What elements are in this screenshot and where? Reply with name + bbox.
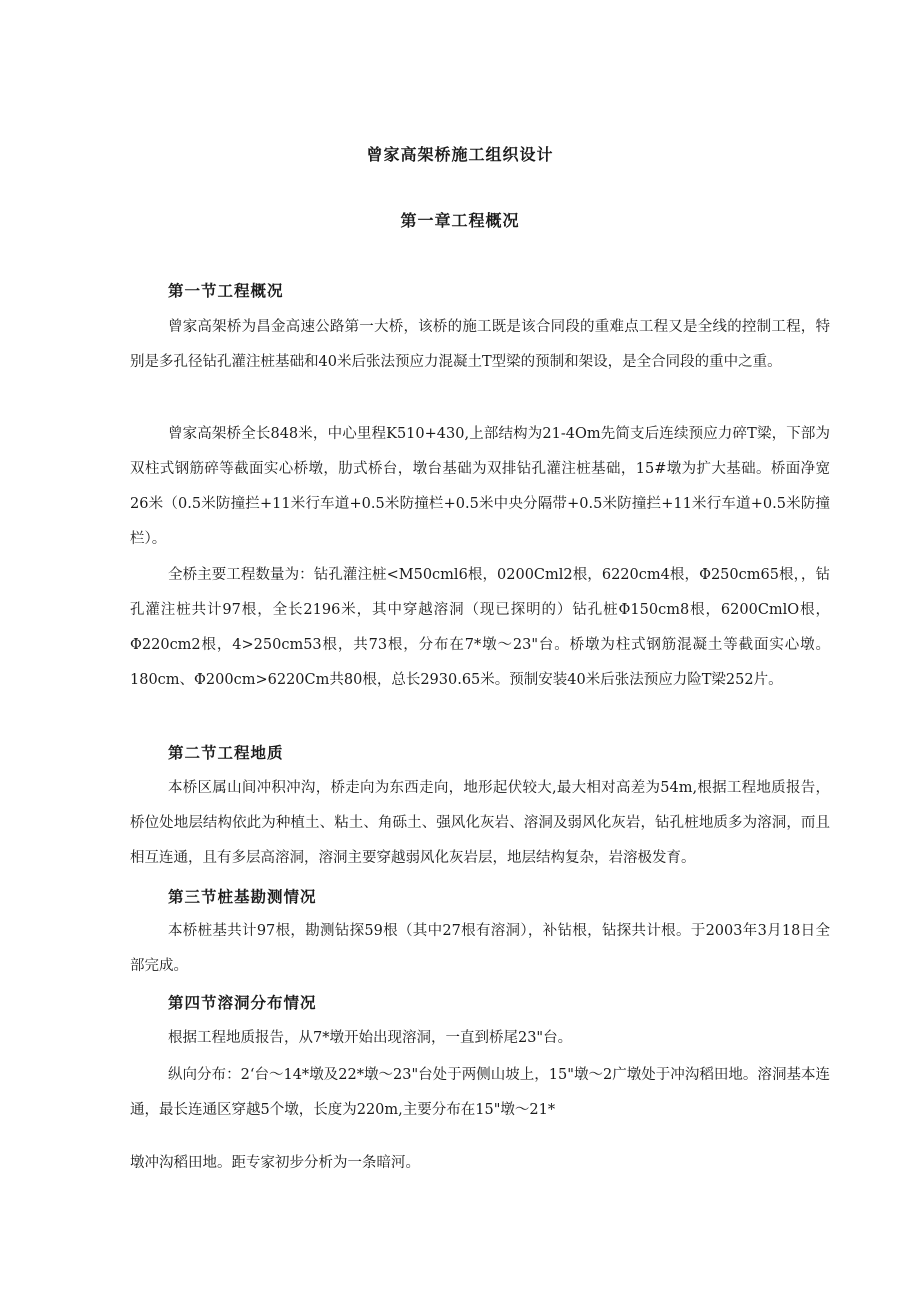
section-heading-2: 第二节工程地质 bbox=[168, 743, 284, 762]
section-4-paragraph-1: 根据工程地质报告，从7*墩开始出现溶洞，一直到桥尾23"台。 bbox=[168, 1030, 573, 1046]
section-4-paragraph-2: 纵向分布：2‘台～14*墩及22*墩～23"台处于两侧山坡上，15"墩～2广墩处于冲沟稻田地。溶洞基本连通，最长连通区穿越5个墩，长度为220m,主要分布在15"墩～21* bbox=[130, 1067, 830, 1118]
section-1-paragraph-2: 曾家高架桥全长848米，中心里程K510+430,上部结构为21-4Om先简支后连续预应力碎T梁，下部为双柱式钢筋碎等截面实心桥墩，肋式桥台，墩台基础为双排钻孔灌注桩基础，15#墩为扩大基础。桥面净宽26米（0.5米防撞拦+11米行车道+0.5米防撞栏+0.5米中央分隔带+0.5米防撞拦+11米行车道+0.5米防撞栏）。 bbox=[130, 426, 830, 547]
section-1-paragraph-1: 曾家高架桥为昌金高速公路第一大桥，该桥的施工既是该合同段的重难点工程又是全线的控制工程，特别是多孔径钻孔灌注桩基础和40米后张法预应力混凝土T型梁的预制和架设，是全合同段的重中之重。 bbox=[130, 319, 830, 370]
section-1-paragraph-3: 全桥主要工程数量为：钻孔灌注桩<M50cml6根，0200Cml2根，6220cm4根，Φ250cm65根，，钻孔灌注桩共计97根，全长2196米，其中穿越溶洞（现已探明的）钻孔桩Φ150cm8根，6200CmlO根，Φ220cm2根，4>250cm53根，共73根，分布在7*墩～23"台。桥墩为柱式钢筋混凝土等截面实心墩。180cm、Φ200cm>6220Cm共80根，总长2930.65米。预制安装40米后张法预应力险T梁252片。 bbox=[130, 567, 830, 688]
continuation-paragraph: 墩冲沟稻田地。距专家初步分析为一条暗河。 bbox=[130, 1155, 420, 1171]
chapter-title: 第一章工程概况 bbox=[400, 211, 520, 230]
section-2-paragraph-1: 本桥区属山间冲积冲沟，桥走向为东西走向，地形起伏较大,最大相对高差为54m,根据工程地质报告，桥位处地层结构依此为种植土、粘土、角砾土、强风化灰岩、溶洞及弱风化灰岩，钻孔桩地质多为溶洞，而且相互连通，且有多层高溶洞，溶洞主要穿越弱风化灰岩层，地层结构复杂，岩溶极发育。 bbox=[130, 780, 830, 866]
document-title: 曾家高架桥施工组织设计 bbox=[366, 145, 554, 164]
section-heading-4: 第四节溶洞分布情况 bbox=[168, 993, 317, 1012]
section-heading-1: 第一节工程概况 bbox=[168, 281, 284, 300]
section-3-paragraph-1: 本桥桩基共计97根，勘测钻探59根（其中27根有溶洞），补钻根，钻探共计根。于2003年3月18日全部完成。 bbox=[130, 923, 830, 974]
section-heading-3: 第三节桩基勘测情况 bbox=[168, 887, 317, 906]
